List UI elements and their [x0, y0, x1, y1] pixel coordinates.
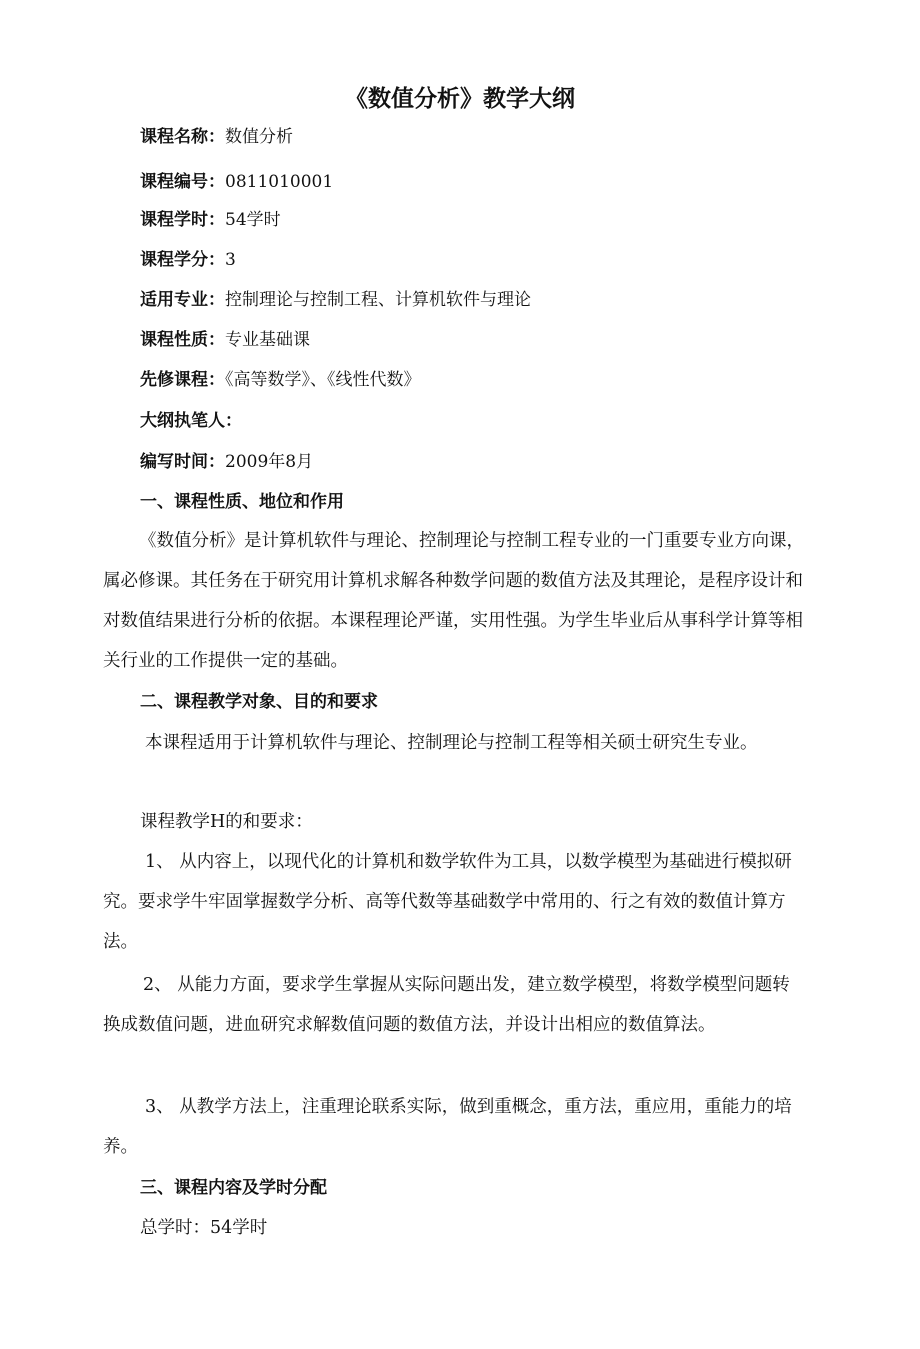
field-value: 0811010001	[225, 172, 334, 192]
field-label: 课程学时：	[140, 210, 225, 230]
field-value: 3	[225, 250, 236, 270]
section-heading-2: 二、课程教学对象、目的和要求	[140, 692, 378, 712]
field-course-credits	[140, 248, 236, 272]
field-label: 编写时间：	[140, 452, 225, 472]
section-2-paragraph: 本课程适用于计算机软件与理论、控制理论与控制工程等相关硕士研究生专业。	[145, 733, 758, 753]
field-value: 《高等数学》、《线性代数》	[225, 370, 421, 390]
field-label: 先修课程：	[140, 370, 225, 390]
field-value: 54学时	[225, 210, 281, 230]
field-value: 数值分析	[225, 127, 293, 147]
requirement-item-1: 1、 从内容上，以现代化的计算机和数学软件为工具，以数学模型为基础进行模拟研究。要求学牛牢固掌握数学分析、高等代数等基础数学中常用的、行之有效的数值计算方法。	[103, 852, 792, 952]
section-heading-3: 三、课程内容及学时分配	[140, 1178, 327, 1198]
section-1-paragraph: 《数值分析》是计算机软件与理论、控制理论与控制工程专业的一门重要专业方向课，属必修课。其任务在于研究用计算机求解各种数学问题的数值方法及其理论，是程序设计和对数值结果进行分析的依据。本课程理论严谨，实用性强。为学生毕业后从事科学计算等相关行业的工作提供一定的基础。	[103, 531, 804, 671]
section-2-subheading: 课程教学H的和要求：	[140, 812, 313, 832]
field-prerequisites	[140, 368, 421, 392]
field-author	[140, 409, 242, 433]
total-hours: 总学时：54学时	[140, 1218, 268, 1238]
field-majors	[140, 288, 531, 312]
field-label: 大纲执笔人：	[140, 411, 242, 431]
field-label: 适用专业：	[140, 290, 225, 310]
field-value: 2009年8月	[225, 452, 314, 472]
field-label: 课程性质：	[140, 330, 225, 350]
field-course-name	[140, 125, 293, 149]
field-label: 课程编号：	[140, 172, 225, 192]
field-date	[140, 450, 313, 474]
section-heading-1: 一、课程性质、地位和作用	[140, 492, 344, 512]
requirement-item-2: 2、 从能力方面，要求学生掌握从实际问题出发，建立数学模型，将数学模型问题转换成数值问题，进血研究求解数值问题的数值方法，并设计出相应的数值算法。	[103, 975, 790, 1035]
field-value: 专业基础课	[225, 330, 310, 350]
requirement-item-3: 3、 从教学方法上，注重理论联系实际，做到重概念，重方法，重应用，重能力的培养。	[103, 1097, 792, 1157]
field-course-hours	[140, 208, 281, 232]
field-label: 课程学分：	[140, 250, 225, 270]
field-label: 课程名称：	[140, 127, 225, 147]
page-title: 《数值分析》教学大纲	[345, 86, 575, 112]
field-value: 控制理论与控制工程、计算机软件与理论	[225, 290, 531, 310]
field-course-nature	[140, 328, 310, 352]
field-course-code	[140, 170, 333, 194]
